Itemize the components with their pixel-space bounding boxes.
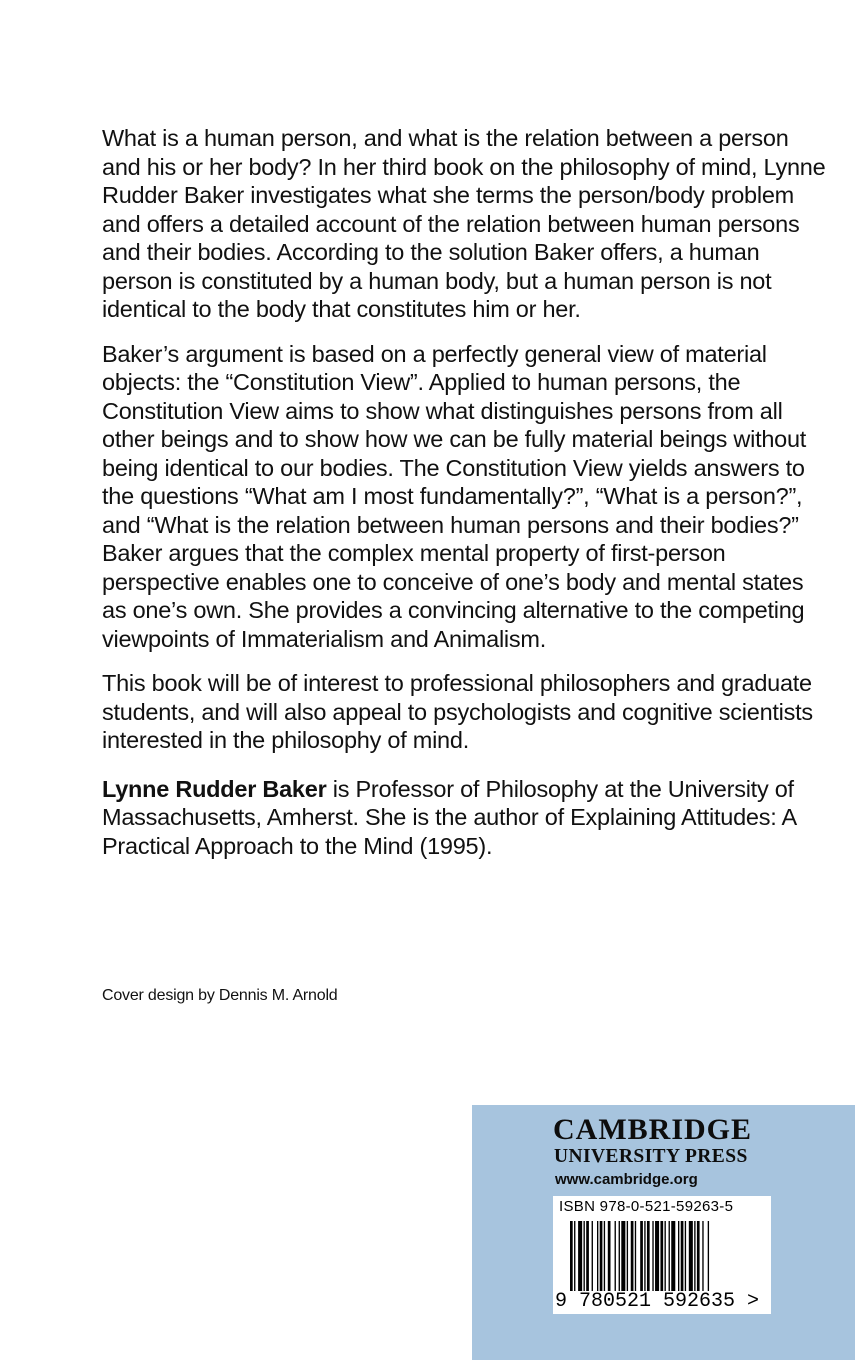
blurb-paragraph-1: What is a human person, and what is the relation between a person and his or her body? In her third book on the philosophy of mind, Lynne Rudder Baker investigates what she terms the person/body problem and offers a detailed account of the relation between human persons and their bodies. According to the solution Baker offers, a human person is constituted by a human body, but a human person is not identical to the body that constitutes him or her. [102,125,826,322]
barcode-bar [644,1221,645,1291]
barcode-bar [697,1221,700,1291]
back-cover-blurb [102,124,827,876]
barcode-bar [647,1221,650,1291]
barcode-bar [665,1221,666,1291]
barcode-bar [681,1221,684,1291]
barcode-bar [574,1221,575,1291]
barcode-bar [655,1221,659,1291]
barcode-bar [685,1221,686,1291]
barcode-bar [592,1221,593,1291]
barcode-bar [578,1221,582,1291]
blurb-paragraph-3: This book will be of interest to professional philosophers and graduate students, and will also appeal to psychologists and cognitive scientists interested in the philosophy of mind. [102,670,813,753]
barcode-bar [631,1221,634,1291]
publisher-url: www.cambridge.org [555,1171,698,1188]
isbn-label: ISBN 978-0-521-59263-5 [559,1198,734,1215]
barcode-bars [570,1221,760,1291]
barcode-bar [586,1221,589,1291]
barcode-bar [627,1221,628,1291]
barcode-bar [640,1221,643,1291]
barcode-bar [694,1221,695,1291]
barcode-bar [708,1221,709,1291]
barcode-bar [597,1221,598,1291]
barcode-bar [689,1221,693,1291]
author-bio-text: is Professor of Philosophy at the University of Massachusetts, Amherst. She is the author of Explaining Attitudes: A Practical Approach to the Mind (1995). [102,775,796,859]
barcode-bar [652,1221,653,1291]
author-bio [102,775,827,861]
barcode-bar [600,1221,603,1291]
cover-design-credit: Cover design by Dennis M. Arnold [102,987,338,1004]
barcode-bar [619,1221,620,1291]
barcode-bar [678,1221,679,1291]
barcode-bar [584,1221,585,1291]
blurb-paragraph-2: Baker’s argument is based on a perfectly general view of material objects: the “Constitution View”. Applied to human persons, the Constitution View aims to show what distinguishes persons from all other beings and to show how we can be fully material beings without being identical to our bodies. The Constitution View yields answers to the questions “What am I most fundamentally?”, “What is a person?”, and “What is the relation between human persons and their bodies?” Baker argues that the complex mental property of first-person perspective enables one to conceive of one’s body and mental states as one’s own. She provides a convincing alternative to the competing viewpoints of Immaterialism and Animalism. [102,340,807,652]
barcode-bar [604,1221,605,1291]
publisher-subtitle: UNIVERSITY PRESS [554,1146,748,1167]
barcode-bar [608,1221,611,1291]
barcode-bar [702,1221,703,1291]
isbn-barcode-block [553,1196,771,1314]
barcode-digits: 9 780521 592635 > [555,1290,760,1313]
barcode-bar [671,1221,675,1291]
author-name: Lynne Rudder Baker [102,775,327,802]
barcode-bar [669,1221,670,1291]
publisher-name: CAMBRIDGE [553,1113,753,1146]
barcode-bar [570,1221,573,1291]
barcode-bar [615,1221,616,1291]
barcode-bar [660,1221,663,1291]
barcode-bar [635,1221,636,1291]
barcode-bar [621,1221,625,1291]
